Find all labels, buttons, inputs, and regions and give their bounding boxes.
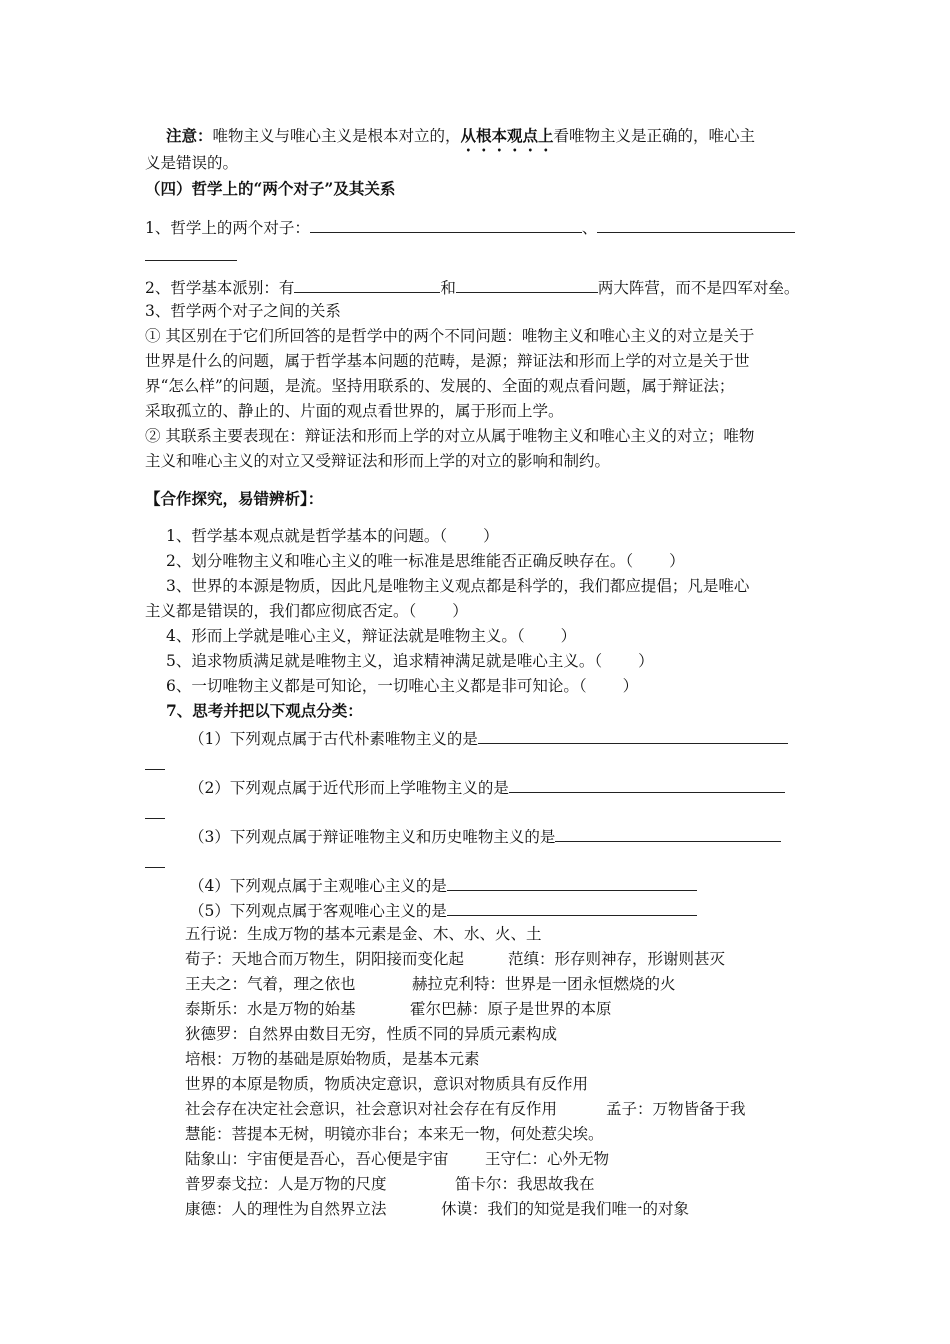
answer-paren-open: （ bbox=[408, 602, 417, 620]
viewpoint-line-9: 慧能：菩提本无树，明镜亦非台；本来无一物，何处惹尖埃。 bbox=[185, 1125, 604, 1143]
item-3: 3、哲学两个对子之间的关系 bbox=[145, 302, 341, 320]
question-5 bbox=[166, 651, 654, 671]
note-line-2: 义是错误的。 bbox=[145, 154, 239, 172]
question-1 bbox=[166, 526, 499, 546]
question-4 bbox=[166, 626, 576, 646]
viewpoint-line-2b: 范缜：形存则神存，形谢则甚灭 bbox=[508, 950, 726, 968]
viewpoint-line-10b: 王守仁：心外无物 bbox=[485, 1150, 610, 1168]
fill-blank-2-continued bbox=[145, 244, 237, 261]
sub-question-1 bbox=[189, 727, 788, 749]
question-3-text: 主义都是错误的，我们都应彻底否定。 bbox=[145, 602, 409, 620]
paragraph-1-line-1: ① 其区别在于它们所回答的是哲学中的两个不同问题：唯物主义和唯心主义的对立是关于 bbox=[145, 327, 755, 345]
viewpoint-line-3b: 赫拉克利特：世界是一团永恒燃烧的火 bbox=[412, 975, 676, 993]
item-2-text-b: 和 bbox=[440, 279, 456, 297]
sub-question-2-text: （2）下列观点属于近代形而上学唯物主义的是 bbox=[189, 779, 509, 797]
fill-blank-1 bbox=[310, 216, 582, 233]
sub-question-2 bbox=[189, 776, 785, 798]
viewpoint-line-2a: 荀子：天地合而万物生，阴阳接而变化起 bbox=[185, 950, 465, 968]
item-1-text: 1、哲学上的两个对子： bbox=[145, 219, 310, 237]
viewpoint-line-7: 世界的本原是物质，物质决定意识，意识对物质具有反作用 bbox=[185, 1075, 589, 1093]
note-emphasis: 从根本观点上 bbox=[460, 126, 554, 145]
answer-paren-open: （ bbox=[594, 652, 603, 670]
viewpoint-line-5: 狄德罗：自然界由数目无穷，性质不同的异质元素构成 bbox=[185, 1025, 558, 1043]
paragraph-2-line-1: ② 其联系主要表现在：辩证法和形而上学的对立从属于唯物主义和唯心主义的对立；唯物 bbox=[145, 427, 755, 445]
paragraph-1-line-3: 界“怎么样”的问题，是流。坚持用联系的、发展的、全面的观点看问题，属于辩证法； bbox=[145, 377, 735, 395]
answer-paren-open: （ bbox=[439, 527, 448, 545]
answer-paren-close: ） bbox=[560, 627, 577, 645]
answer-line-2-continued bbox=[145, 802, 165, 819]
answer-line-2[interactable] bbox=[509, 776, 785, 793]
item-1 bbox=[145, 216, 795, 238]
item-1-separator: 、 bbox=[581, 219, 598, 237]
answer-paren-close: ） bbox=[622, 677, 639, 695]
note-text-2: 看唯物主义是正确的，唯心主 bbox=[553, 127, 756, 145]
sub-question-4-text: （4）下列观点属于主观唯心主义的是 bbox=[189, 877, 447, 895]
answer-line-3-continued bbox=[145, 851, 165, 868]
fill-blank-3 bbox=[294, 276, 440, 293]
question-6-text: 6、一切唯物主义都是可知论，一切唯心主义都是非可知论。 bbox=[166, 677, 579, 695]
viewpoint-line-8a: 社会存在决定社会意识，社会意识对社会存在有反作用 bbox=[185, 1100, 558, 1118]
viewpoint-line-8b: 孟子：万物皆备于我 bbox=[606, 1100, 746, 1118]
note-label: 注意： bbox=[166, 126, 213, 145]
question-4-text: 4、形而上学就是唯心主义，辩证法就是唯物主义。 bbox=[166, 627, 517, 645]
exercise-heading: 【合作探究，易错辨析】： bbox=[145, 489, 324, 508]
answer-paren-close: ） bbox=[638, 652, 654, 670]
viewpoint-line-3a: 王夫之：气着，理之依也 bbox=[185, 975, 356, 993]
sub-question-3-text: （3）下列观点属于辩证唯物主义和历史唯物主义的是 bbox=[189, 828, 556, 846]
item-2-text-c: 两大阵营，而不是四军对垒。 bbox=[597, 279, 800, 297]
note-text-1: 唯物主义与唯心主义是根本对立的， bbox=[212, 127, 461, 145]
viewpoint-line-11a: 普罗泰戈拉：人是万物的尺度 bbox=[185, 1175, 387, 1193]
answer-line-4[interactable] bbox=[447, 874, 697, 891]
question-3-line-2 bbox=[145, 601, 468, 621]
question-2-text: 2、划分唯物主义和唯心主义的唯一标准是思维能否正确反映存在。 bbox=[166, 552, 626, 570]
answer-line-1-continued bbox=[145, 753, 165, 770]
paragraph-1-line-4: 采取孤立的、静止的、片面的观点看世界的，属于形而上学。 bbox=[145, 402, 564, 420]
sub-question-5 bbox=[189, 899, 697, 921]
question-6 bbox=[166, 676, 638, 696]
answer-paren-close: ） bbox=[452, 602, 468, 620]
viewpoint-line-12b: 休谟：我们的知觉是我们唯一的对象 bbox=[441, 1200, 690, 1218]
viewpoint-line-11b: 笛卡尔：我思故我在 bbox=[455, 1175, 595, 1193]
viewpoint-line-12a: 康德：人的理性为自然界立法 bbox=[185, 1200, 387, 1218]
question-1-text: 1、哲学基本观点就是哲学基本的问题。 bbox=[166, 527, 440, 545]
sub-question-1-text: （1）下列观点属于古代朴素唯物主义的是 bbox=[189, 730, 478, 748]
viewpoint-line-4a: 泰斯乐：水是万物的始基 bbox=[185, 1000, 356, 1018]
answer-paren-close: ） bbox=[669, 552, 685, 570]
viewpoint-line-10a: 陆象山：宇宙便是吾心，吾心便是宇宙 bbox=[185, 1150, 449, 1168]
question-7: 7、思考并把以下观点分类： bbox=[166, 701, 363, 720]
item-2-text-a: 2、哲学基本派别：有 bbox=[145, 279, 295, 297]
answer-paren-open: （ bbox=[578, 677, 587, 695]
viewpoint-line-6: 培根：万物的基础是原始物质，是基本元素 bbox=[185, 1050, 480, 1068]
paragraph-2-line-2: 主义和唯心主义的对立又受辩证法和形而上学的对立的影响和制约。 bbox=[145, 452, 611, 470]
answer-line-3[interactable] bbox=[555, 825, 781, 842]
answer-line-1[interactable] bbox=[478, 727, 788, 744]
sub-question-5-text: （5）下列观点属于客观唯心主义的是 bbox=[189, 902, 447, 920]
question-3-line-1: 3、世界的本源是物质，因此凡是唯物主义观点都是科学的，我们都应提倡；凡是唯心 bbox=[166, 577, 750, 595]
answer-paren-open: （ bbox=[625, 552, 634, 570]
note-line-1 bbox=[166, 126, 755, 155]
question-5-text: 5、追求物质满足就是唯物主义，追求精神满足就是唯心主义。 bbox=[166, 652, 595, 670]
fill-blank-4 bbox=[456, 276, 598, 293]
section-heading: （四）哲学上的“两个对子”及其关系 bbox=[145, 179, 396, 198]
viewpoint-line-1: 五行说：生成万物的基本元素是金、木、水、火、土 bbox=[185, 925, 542, 943]
viewpoint-line-4b: 霍尔巴赫：原子是世界的本原 bbox=[410, 1000, 612, 1018]
sub-question-4 bbox=[189, 874, 697, 896]
answer-line-5[interactable] bbox=[447, 899, 697, 916]
fill-blank-2 bbox=[597, 216, 795, 233]
paragraph-1-line-2: 世界是什么的问题，属于哲学基本问题的范畴，是源；辩证法和形而上学的对立是关于世 bbox=[145, 352, 750, 370]
answer-paren-open: （ bbox=[516, 627, 525, 645]
answer-paren-close: ） bbox=[483, 527, 499, 545]
question-2 bbox=[166, 551, 685, 571]
sub-question-3 bbox=[189, 825, 781, 847]
item-2 bbox=[145, 276, 799, 298]
